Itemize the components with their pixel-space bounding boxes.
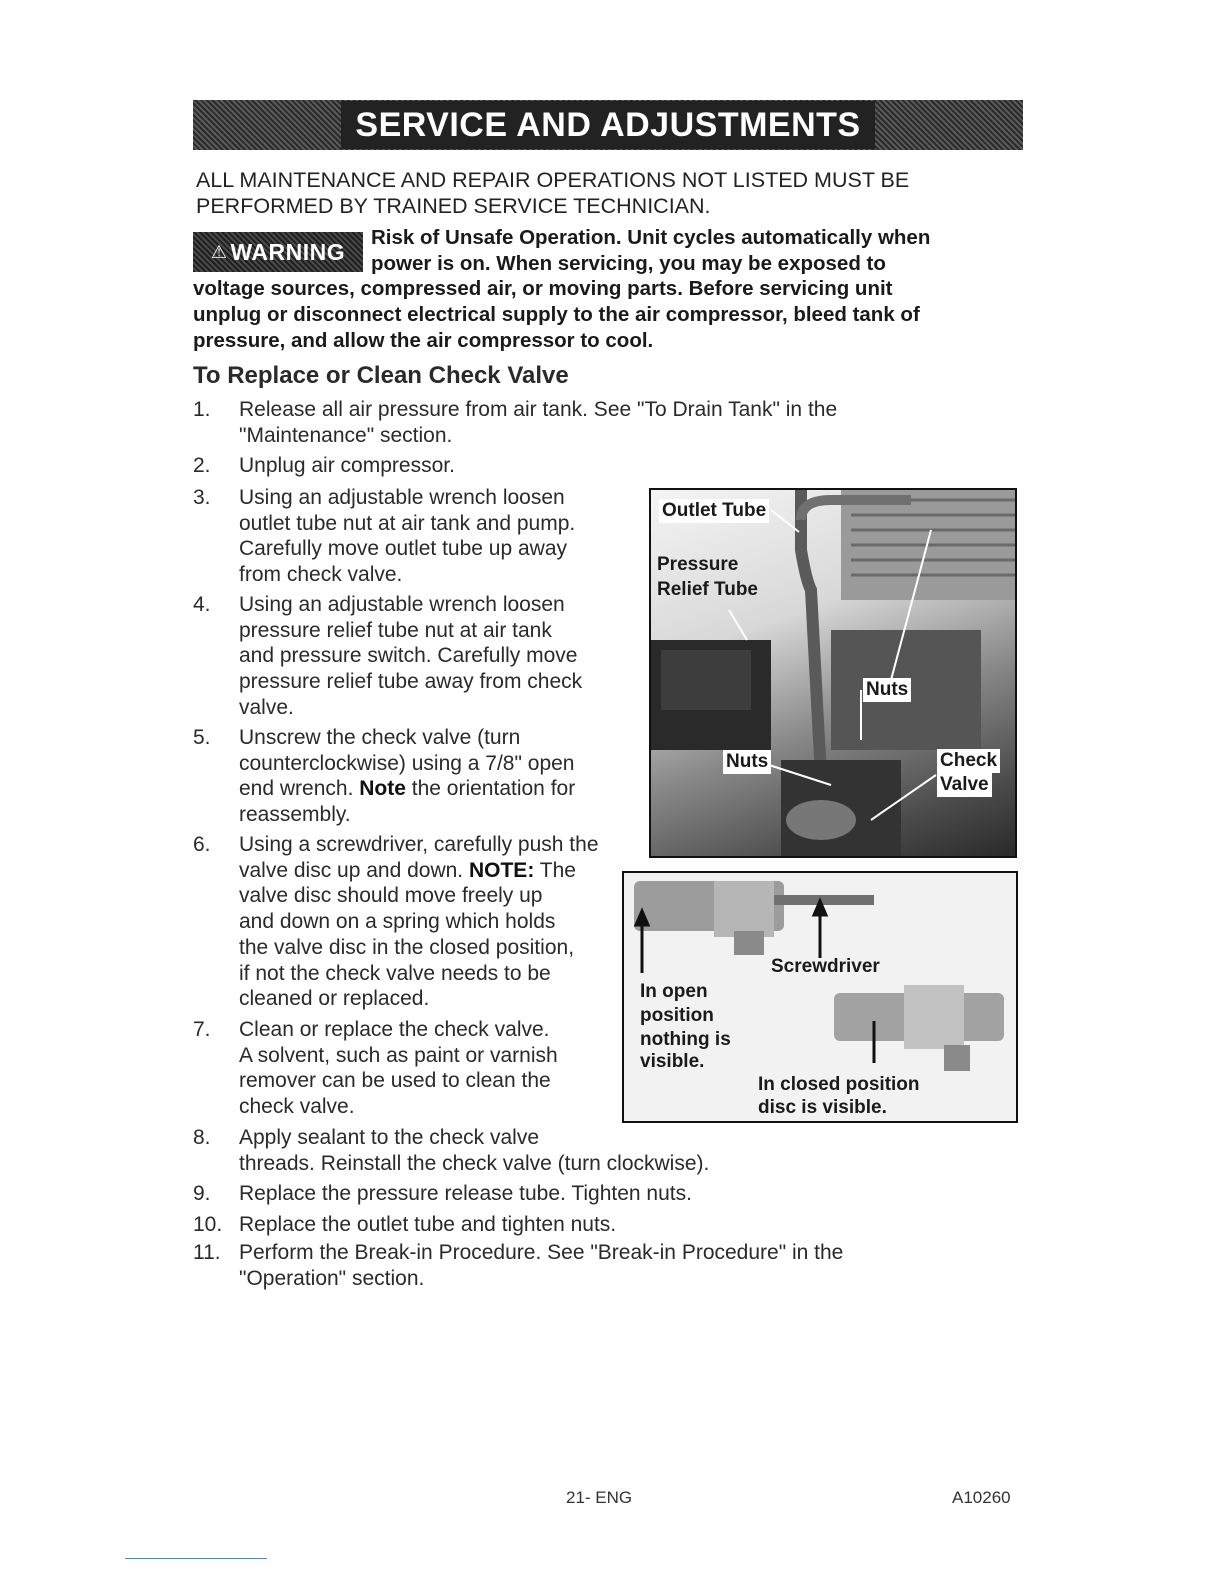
step-line: valve. [239, 695, 294, 719]
step-line: "Maintenance" section. [239, 423, 453, 447]
closed-position-label: In closed position [758, 1074, 920, 1095]
step-number: 8. [193, 1126, 211, 1149]
open-position-label: position [640, 1005, 714, 1026]
step-number: 2. [193, 454, 211, 477]
nuts-label: Nuts [723, 750, 771, 774]
warning-line: Risk of Unsafe Operation. Unit cycles automatically when [371, 226, 931, 249]
step-line: Using a screwdriver, carefully push the [239, 833, 599, 856]
warning-body [193, 276, 1023, 354]
check-valve-label: Check [937, 749, 1000, 773]
step-line: cleaned or replaced. [239, 987, 430, 1011]
step-number: 5. [193, 726, 211, 749]
pressure-relief-label: Pressure [657, 554, 739, 575]
step-line: if not the check valve needs to be [239, 961, 551, 985]
closed-position-label: disc is visible. [758, 1097, 887, 1118]
warning-triangle-icon: ⚠ [210, 241, 228, 262]
intro-notice [196, 167, 1016, 219]
step-line: check valve. [239, 1095, 355, 1119]
check-valve-label: Valve [937, 773, 992, 797]
intro-line: ALL MAINTENANCE AND REPAIR OPERATIONS NOT LISTED MUST BE [196, 168, 910, 192]
step-line: Carefully move outlet tube up away [239, 537, 568, 561]
step-line: and pressure switch. Carefully move [239, 644, 578, 668]
check-valve-photo [649, 488, 1017, 858]
step-number: 6. [193, 833, 211, 856]
step-text: end wrench. [239, 777, 354, 801]
step-line: Replace the outlet tube and tighten nuts. [239, 1213, 617, 1236]
valve-disc-photo [622, 871, 1018, 1123]
note-label: NOTE: [468, 858, 535, 882]
step-line: Replace the pressure release tube. Tighten nuts. [239, 1182, 692, 1205]
step-line: Using an adjustable wrench loosen [239, 593, 565, 616]
warning-badge [193, 232, 363, 272]
warning-line: unplug or disconnect electrical supply to the air compressor, bleed tank of [193, 303, 920, 326]
step-line: the valve disc in the closed position, [239, 935, 575, 959]
step-line: Using an adjustable wrench loosen [239, 486, 565, 509]
step-line: Perform the Break-in Procedure. See "Break-in Procedure" in the [239, 1241, 844, 1264]
step-line: Release all air pressure from air tank. See "To Drain Tank" in the [239, 398, 838, 421]
intro-line: PERFORMED BY TRAINED SERVICE TECHNICIAN. [196, 194, 711, 218]
outlet-tube-label: Outlet Tube [659, 499, 769, 523]
open-position-label: visible. [640, 1051, 705, 1072]
open-position-label: In open [640, 981, 708, 1002]
warning-line: pressure, and allow the air compressor to cool. [193, 329, 654, 352]
step-line: remover can be used to clean the [239, 1069, 551, 1093]
warning-badge-label: WARNING [230, 238, 346, 265]
warning-line: power is on. When servicing, you may be exposed to [371, 252, 886, 275]
step-number: 10. [193, 1213, 223, 1236]
open-position-label: nothing is [640, 1029, 731, 1050]
warning-heading [371, 225, 1021, 277]
step-number: 3. [193, 486, 211, 509]
step-number: 11. [193, 1241, 221, 1264]
step-line: Apply sealant to the check valve [239, 1126, 540, 1149]
step-line [239, 776, 575, 802]
note-label: Note [359, 777, 406, 801]
step-line [239, 858, 599, 884]
document-code: A10260 [952, 1488, 1011, 1507]
step-line: outlet tube nut at air tank and pump. [239, 511, 576, 535]
warning-line: voltage sources, compressed air, or moving parts. Before servicing unit [193, 277, 893, 300]
step-number: 7. [193, 1018, 211, 1041]
pressure-relief-label: Relief Tube [657, 579, 758, 600]
step-line: pressure relief tube nut at air tank [239, 618, 552, 642]
callout-arrows [651, 490, 1015, 856]
step-line: Clean or replace the check valve. [239, 1018, 550, 1041]
step-line: reassembly. [239, 803, 351, 827]
page-number: 21- ENG [566, 1488, 633, 1507]
step-line: and down on a spring which holds [239, 910, 556, 934]
screwdriver-label: Screwdriver [771, 956, 880, 977]
step-number: 9. [193, 1182, 211, 1205]
step-line: pressure relief tube away from check [239, 670, 583, 694]
step-number: 4. [193, 593, 211, 616]
step-text: the orientation for [411, 777, 576, 801]
footer-rule [125, 1558, 267, 1559]
step-line: counterclockwise) using a 7/8" open [239, 751, 575, 775]
step-line: valve disc should move freely up [239, 884, 543, 908]
step-line: Unscrew the check valve (turn [239, 726, 521, 749]
step-text: The [539, 858, 576, 882]
step-line: "Operation" section. [239, 1266, 425, 1290]
section-title: To Replace or Clean Check Valve [193, 362, 569, 389]
step-line: threads. Reinstall the check valve (turn clockwise). [239, 1151, 710, 1175]
page-title: SERVICE AND ADJUSTMENTS [341, 101, 874, 149]
step-line: Unplug air compressor. [239, 454, 455, 477]
step-line: from check valve. [239, 563, 403, 587]
step-line: A solvent, such as paint or varnish [239, 1043, 558, 1067]
nuts-label: Nuts [863, 678, 911, 702]
step-number: 1. [193, 398, 211, 421]
section-banner [193, 100, 1023, 150]
step-text: valve disc up and down. [239, 858, 464, 882]
